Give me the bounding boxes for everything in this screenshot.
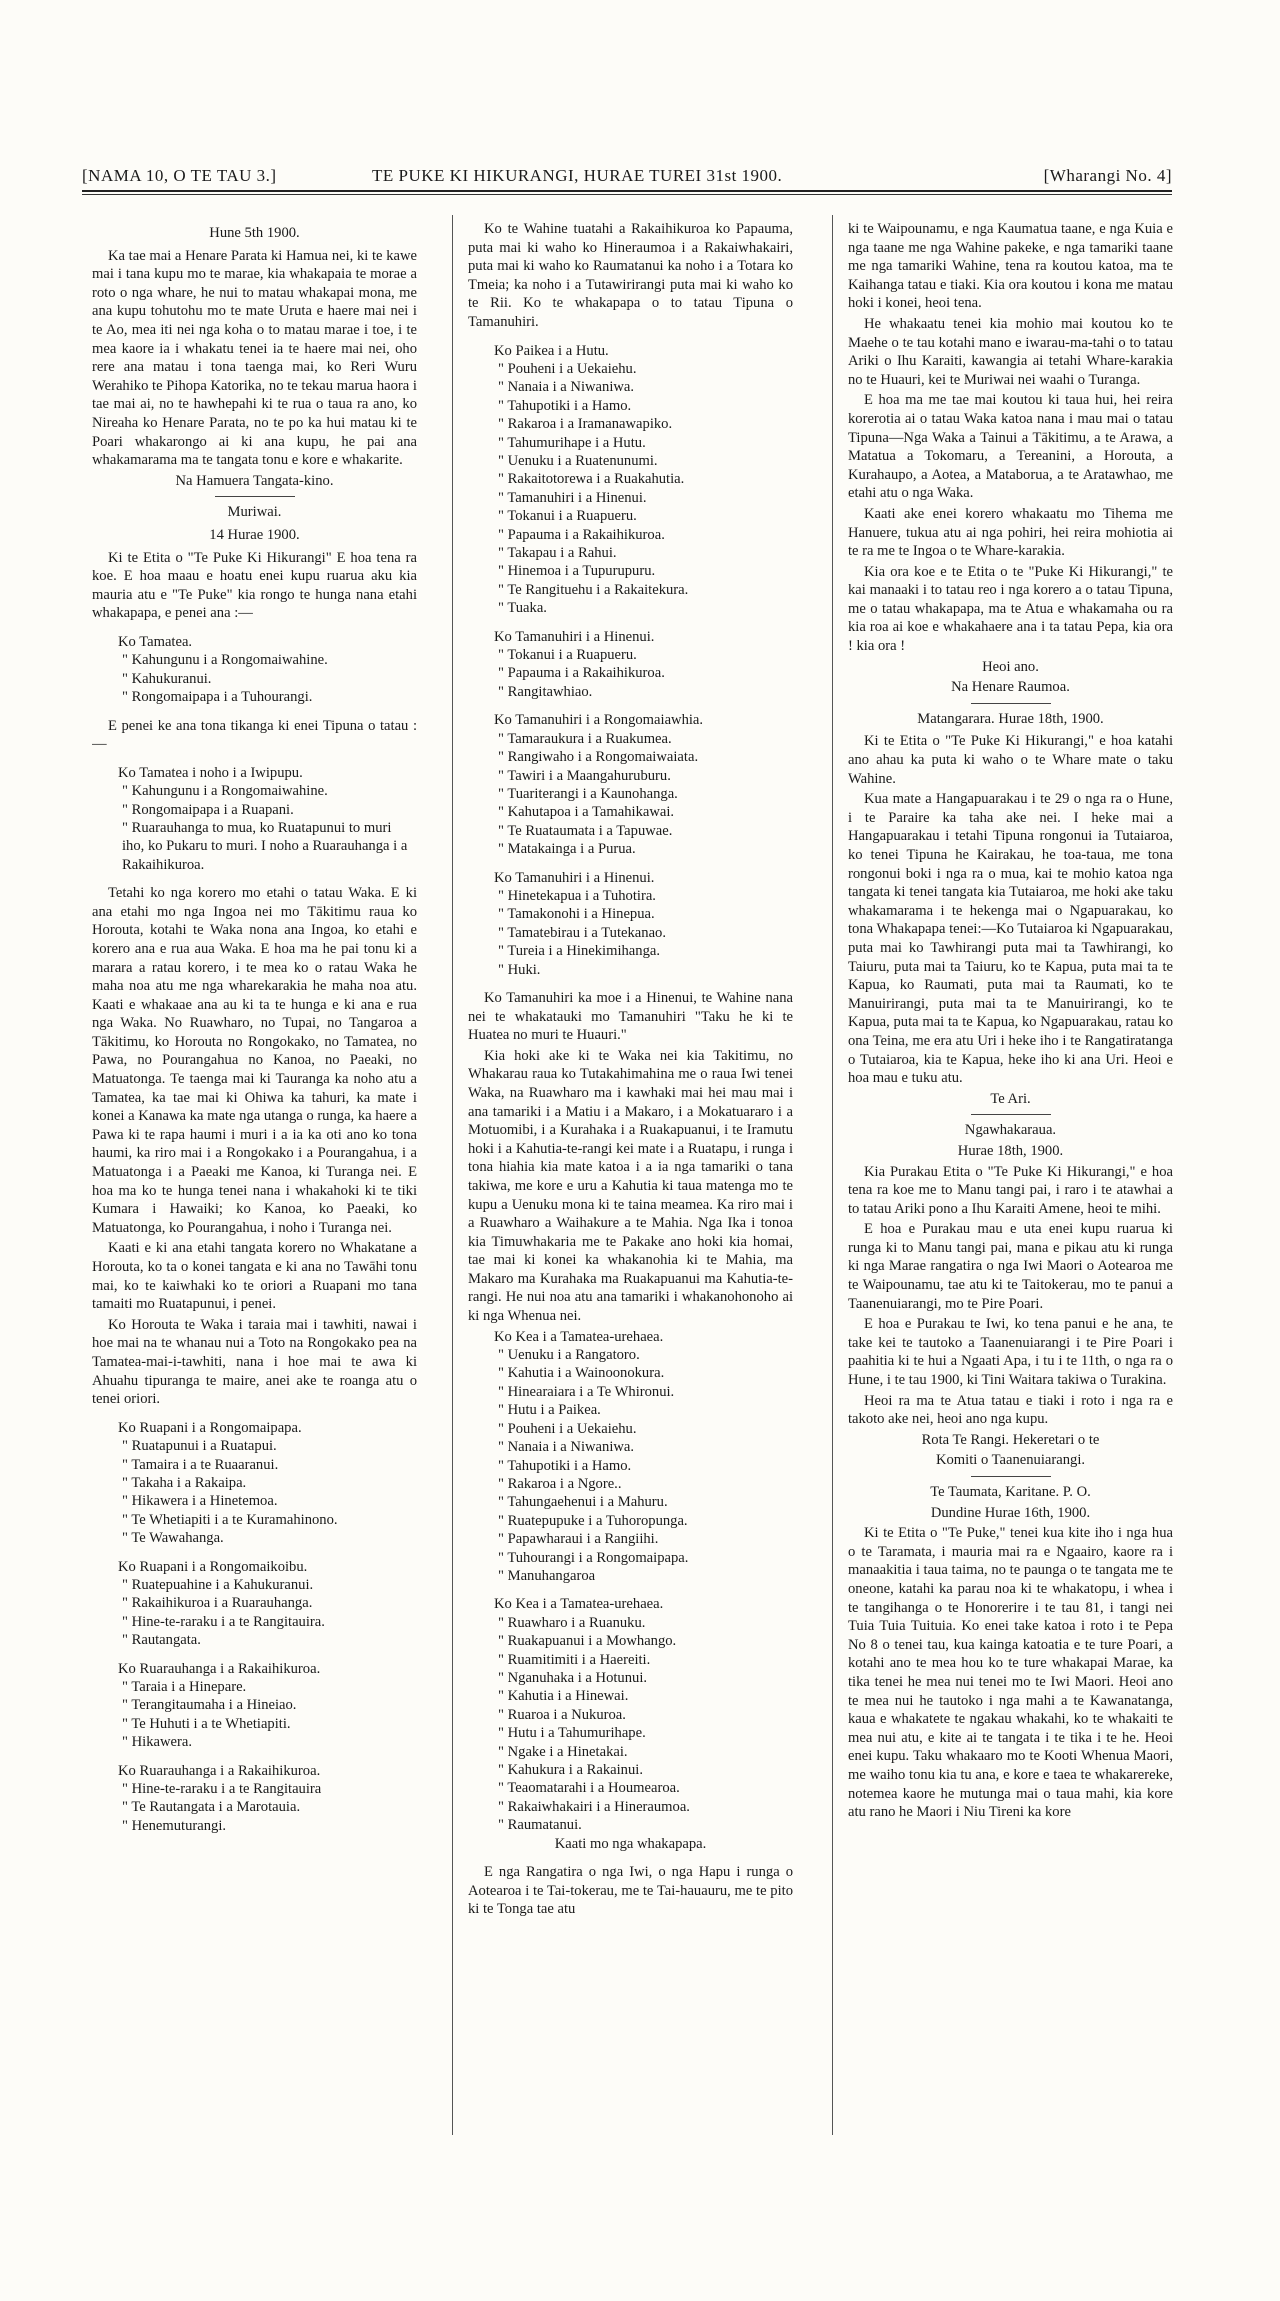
list-item: Ko Ruarauhanga i a Rakaihikuroa. [118,1762,321,1779]
paragraph: Ko Tamanuhiri ka moe i a Hinenui, te Wahine nana nei te whakatauki mo Tamanuhiri "Taku he ki te Huatea no muri te Huauri." [468,989,793,1044]
column-divider [452,215,453,2135]
list-item: " Tahupotiki i a Hamo. [498,1457,632,1474]
list-item: Ko Tamatea. [118,633,193,650]
paragraph: Ki te Etita o "Te Puke Ki Hikurangi," e hoa katahi ano ahau ka puta ki waho o te Whare mate o taku Wahine. [848,733,1173,787]
list-item: " Teaomatarahi i a Houmearoa. [498,1780,680,1797]
paragraph: Kua mate a Hangapuarakau i te 29 o nga ra o Hune, i te Paraire ka taha ake nei. I heke mai a Hangapuarakau i tetahi Tipuna rongonui ia Tutaiaroa, ko tenei Tipuna he Kairakau, he toa-taua, me tona rongonui boki i nga ra o mua, kai te mohio katoa nga tangata ki tenei tangata kia Tutaiaroa, me hoki ake taku whakamarama i te hekenga mai o Ngapuarakau, ko tona Whakapapa tenei:—Ko Tutaiaroa ki Ngapuarakau, puta mai ko Tawhirangi puta mai ta Tawhirangi, ko Taiuru, puta mai ta Taiuru, ko te Kapua, puta mai ta te Kapua, ko Raumati, puta mai ta Raumati, ko te Manuirirangi, puta mai ta te Manuirirangi, ko te Kapua, puta mai ta te Kapua, ko Ngapuarakau, ratau ko ona Teina, me era atu Uri i heke iho i te Rangatiratanga o Tutaiaroa, kia te Kapua, heke iho ki ana Uri. Heoi e hoa mau e tuku atu. [848,791,1173,1087]
paragraph: Ko Horouta te Waka i taraia mai i tawhiti, nawai i hoe mai na te whanau nui a Toto na Rongokako pea na Tamatea-mai-i-tawhiti, nana i hoe mai te awa ki Ahuahu tipuranga te maire, anei ake te roanga atu o tenei oriori. [92,1316,417,1408]
paragraph: Kia Purakau Etita o "Te Puke Ki Hikurangi," e hoa tena ra koe me to Manu tangi pai, i raro i te atawhai a to tatau Ariki pono a Ihu Karaiti Amene, heoi te mihi. [848,1163,1173,1217]
letter-date: Hurae 18th, 1900. [957,1142,1064,1159]
genealogy-list [494,1595,793,1853]
list-item: " Te Huhuti i a te Whetiapiti. [122,1715,291,1732]
letter-closing: Heoi ano. [982,658,1039,675]
paragraph: Kia hoki ake ki te Waka nei kia Takitimu, no Whakarau raua ko Tutakahimahina me o raua Iwi tenei Waka, na Ruawharo ma i kawhaki mai hei mau mai i ana tamariki i a Matiu i a Makaro, i a Mokatuararo i a Motuomibi, i a Kurahaka i a Ruakapuanui, i te Iramutu hoki i a Kahutia-te-rangi kei mate i a Ruatapu, i runga i tona hiahia kia mate katoa i a ia nga tamariki o tana takiwa, me kore e uru a Kahutia ki taua matenga mo te kupu a Uenuku mona ki te taina meamea. Ka riro mai i a Ruawharo a Waihakure a te Mahia. Nga Ika i tonoa kia Timuwhakaria me te Pakake ano hoki kia homai, tae mai ki konei ka whakanohia ki te Mahia, ma Makaro ma Kurahaka ma Ruakapuanui ma Kahutia-te-rangi. He nui noa atu ana tamariki i whakanohonoho ai ki nga Whenua nei. [468,1047,793,1325]
list-item: " Rautangata. [122,1632,201,1649]
header-rule-thin [82,194,1172,195]
list-item: " Kahukura i a Rakainui. [498,1762,643,1778]
list-item: " Rongomaipapa i a Ruapani. [122,801,294,818]
list-item: " Ruatapunui i a Ruatapui. [122,1438,277,1455]
list-item: " Hinemoa i a Tupurupuru. [498,563,656,580]
list-item: " Nanaia i a Niwaniwa. [498,379,635,396]
genealogy-list [494,711,793,858]
list-item: " Tawiri i a Maangahuruburu. [498,767,671,784]
masthead-title: TE PUKE KI HIKURANGI, HURAE TUREI 31st 1900. [372,166,783,185]
list-item: " Nganuhaka i a Hotunui. [498,1669,648,1686]
list-item: " Papauma i a Rakaihikuroa. [498,526,665,543]
page-number: [Wharangi No. 4] [1043,166,1172,185]
list-item: " Te Ruataumata i a Tapuwae. [498,822,673,839]
genealogy-list [494,869,793,979]
list-item: " Tamakonohi i a Hinepua. [498,906,655,923]
separator [971,1476,1051,1477]
list-item: " Te Wawahanga. [122,1530,224,1547]
list-item: " Takapau i a Rahui. [498,545,617,562]
paragraph: ki te Waipounamu, e nga Kaumatua taane, e nga Kuia e nga taane me nga Wahine pakeke, e nga tamariki taane me nga tamariki Wahine, tena ra koutou katoa, ma te Kaihanga tatau e tiaki. Kia ora koutou i kona me matau hoki i konei, heoi tena. [848,221,1173,312]
list-item: " Kahungunu i a Rongomaiwahine. [122,783,328,800]
genealogy-list [494,628,793,702]
list-item: " Papawharaui i a Rangiihi. [498,1531,659,1548]
list-item: " Hinetekapua i a Tuhotira. [498,887,656,904]
genealogy-list [118,1419,417,1548]
list-item: " Tokanui i a Ruapueru. [498,508,637,525]
letter-signature: Na Hamuera Tangata-kino. [175,472,334,489]
list-item: " Ngake i a Hinetakai. [498,1743,628,1760]
list-item: " Nanaia i a Niwaniwa. [498,1439,635,1456]
list-item: " Tamatebirau i a Tutekanao. [498,924,666,941]
separator [971,1114,1051,1115]
list-item: " Tuhourangi i a Rongomaipapa. [498,1549,689,1566]
paragraph: Ko te Wahine tuatahi a Rakaihikuroa ko Papauma, puta mai ki waho ko Hineraumoa i a Rakaiwhakairi, puta mai ki waho ko Raumatanui ka noho i a Totara ko Tmeia; ka noho i a Tutawirirangi puta mai ki waho ko te Rii. Ko te whakapapa o to tatau Tipuna o Tamanuhiri. [468,221,793,330]
header-rule [82,190,1172,192]
list-item: " Ruaroa i a Nukuroa. [498,1706,626,1723]
letter-place: Muriwai. [227,504,282,521]
letter-place: Ngawhakaraua. [964,1122,1057,1139]
letter-dateline: Matangarara. Hurae 18th, 1900. [917,710,1104,727]
list-item: " Pouheni i a Uekaiehu. [498,1420,637,1437]
list-item: " Manuhangaroa [498,1567,596,1584]
paragraph: E penei ke ana tona tikanga ki enei Tipuna o tatau :— [92,717,417,753]
column-2 [468,220,793,2150]
list-item: " Tuariterangi i a Kaunohanga. [498,785,678,802]
list-item: " Rakaroa i a Ngore.. [498,1475,622,1492]
letter-place: Te Taumata, Karitane. P. O. [930,1484,1091,1500]
list-item: " Kahutapoa i a Tamahikawai. [498,804,675,821]
list-item: " Hinearaiara i a Te Whironui. [498,1383,675,1400]
list-item: Ko Kea i a Tamatea-urehaea. [494,1328,664,1345]
paragraph: E hoa ma me tae mai koutou ki taua hui, hei reira korerotia ai o tatau Waka katoa nana i mau mai o tatau Tipuna—Nga Waka a Tainui a Tākitimu, a te Arawa, a Matatua a Tokomaru, a Tereanini, a Horouta, a Kurahaupo, a Aotea, a Mataborua, a te Aratawhao, me etahi atu o nga Waka. [848,392,1173,502]
list-item: " Matakainga i a Purua. [498,841,636,858]
paragraph: Kaati e ki ana etahi tangata korero no Whakatane a Horouta, ko ta o konei tangata e ki ana no Tawāhi tonu mai, ko te kaiwhaki ko te oriori a Ruapani mo tana tamaiti mo Ruatapunui, i penei. [92,1240,417,1313]
list-item: " Rakaiwhakairi i a Hineraumoa. [498,1798,690,1815]
paragraph: Heoi ra ma te Atua tatau e tiaki i roto i nga ra e takoto ake nei, heoi ano nga kupu. [848,1392,1173,1428]
separator [215,496,295,497]
column-3 [848,220,1173,2150]
list-item: " Ruatepuahine i a Kahukuranui. [122,1577,314,1593]
genealogy-list [118,764,417,874]
letter-signature: Te Ari. [990,1090,1031,1107]
letter-signature: Na Henare Raumoa. [951,679,1070,696]
list-item: " Te Rautangata i a Marotauia. [122,1799,301,1816]
list-item: " Kahungunu i a Rongomaiwahine. [122,652,328,669]
list-item: " Takaha i a Rakaipa. [122,1474,247,1491]
list-item: " Raumatanui. [498,1817,582,1834]
list-item: " Tamanuhiri i a Hinenui. [498,489,647,506]
separator [971,703,1051,704]
genealogy-list [118,1762,417,1836]
list-item: Ko Ruapani i a Rongomaipapa. [118,1419,302,1436]
list-closing: Kaati mo nga whakapapa. [554,1835,707,1852]
list-item: " Hikawera. [122,1734,192,1751]
list-item: " Hine-te-raraku i a te Rangitauira. [122,1613,325,1630]
column-divider [832,215,833,2135]
genealogy-list [118,1660,417,1752]
list-item: Ko Tamanuhiri i a Hinenui. [494,869,655,886]
page-header [82,166,1172,188]
list-item: " Ruamitimiti i a Haereiti. [498,1651,651,1668]
list-item: " Ruarauhanga to mua, ko Ruatapunui to muri iho, ko Pukaru to muri. I noho a Ruarauhanga i a Rakaihikuroa. [122,819,408,873]
list-item: " Rongomaipapa i a Tuhourangi. [122,689,313,706]
letter-date: Dundine Hurae 16th, 1900. [930,1504,1091,1521]
list-item: " Rakaroa i a Iramanawapiko. [498,416,673,433]
list-item: " Tahupotiki i a Hamo. [498,397,632,414]
list-item: Ko Ruarauhanga i a Rakaihikuroa. [118,1660,321,1677]
list-item: " Kahukuranui. [122,670,212,687]
letter-body: Ka tae mai a Henare Parata ki Hamua nei, ki te kawe mai i tana kupu mo te marae, kia whakapaia te morae a roto o nga whare, he nui to matau whakapai mona, me ana kupu tohutohu mo te mate Uruta e haere mai nei i te Ao, mea iti nei nga koha o to matau marae i toe, i te mea kaore ia i whakatu tenei ia te haere mai nei, oho rere ana matau i tona taenga mai, ko Reri Wuru Werahiko te Pihopa Katorika, no te tekau marua haora i tae mai ai, no te hawhepahi ki te rua o taua ra ano, ko Nireaha ko Henare Parata, no te po ka hui matau ki te Poari whakarongo ai ki ana kupu, he pai ana whakamarama ma te tangata tonu e kore e whakarite. [92,247,417,469]
list-item: " Rangiwaho i a Rongomaiwaiata. [498,749,699,766]
issue-number: [NAMA 10, O TE TAU 3.] [82,166,277,185]
column-1 [92,220,417,2150]
list-item: " Te Whetiapiti i a te Kuramahinono. [122,1511,338,1528]
paragraph: Ki te Etita o "Te Puke," tenei kua kite iho i nga hua o te Taramata, i mauria mai ra e Ngaairo, kaore ra i manaakitia i taua taima, no te paunga o te tangata me te oneone, katahi ka parau noa ki te whakatopu, i whea i te tangihanga o te Honorerire i te tau 81, i tangi nei Tuia Tuia Tuituia. Ko enei take katoa i roto i te Pepa No 8 o tenei tau, kua kainga katoatia e te ture Poari, a kotahi ano te mea hou ko te ture whakapai Marae, ka tika tenei he mea nui tenei mo te Iwi Maori. Heoi ano te mea nui he tautoko i nga mahi a te Kawanatanga, kaua e whakatete te ngakau whakahi, ko te whakaiti te mea nui atu, e kite ai te tangata i te tika i te he. Heoi enei kupu. Taku whakaaro mo te Kooti Whenua Maori, me waiho tonu kia tu ana, e kore e taea te whakarereke, notemea kaore he mutunga mai o taua mahi, kia kore atu rano he Maori i Niu Tireni ka kore [848,1525,1173,1821]
list-item: " Uenuku i a Ruatenunumi. [498,453,658,469]
paragraph: Kia ora koe e te Etita o te "Puke Ki Hikurangi," te kai manaaki i to tatau reo i nga korero a o tatau Tipuna, me o tatau whakapapa, ma te Atua e whakamaha ou ra kia roa ai koe e whakahaere ana i ta tatau Pepa, kia ora ! kia ora ! [848,563,1173,655]
genealogy-list [494,342,793,618]
list-item: " Ruakapuanui i a Mowhango. [498,1633,677,1650]
list-item: " Rangitawhiao. [498,683,593,700]
list-item: " Te Rangituehu i a Rakaitekura. [498,581,689,598]
letter-date: Hune 5th 1900. [209,225,300,241]
list-item: " Hutu i a Tahumurihape. [498,1725,646,1742]
list-item: " Tuaka. [498,600,547,617]
genealogy-list [118,633,417,707]
letter-body: Ki te Etita o "Te Puke Ki Hikurangi" E hoa tena ra koe. E hoa maau e hoatu enei kupu ruarua aku kia mauria atu e "Te Puke" kia rongo te hunga nana etahi whakapapa, e penei ana :— [92,549,417,622]
list-item: " Hine-te-raraku i a te Rangitauira [122,1781,322,1798]
list-item: " Ruatepupuke i a Tuhoropunga. [498,1512,688,1529]
genealogy-list [118,1558,417,1650]
list-item: " Tahumurihape i a Hutu. [498,434,646,451]
list-item: Ko Paikea i a Hutu. [494,342,609,359]
list-item: " Hutu i a Paikea. [498,1402,601,1419]
list-item: " Henemuturangi. [122,1817,227,1834]
list-item: " Taraia i a Hinepare. [122,1679,247,1696]
list-item: " Terangitaumaha i a Hineiao. [122,1697,297,1714]
list-item: " Uenuku i a Rangatoro. [498,1347,640,1364]
paragraph: He whakaatu tenei kia mohio mai koutou ko te Maehe o te tau kotahi mano e iwarau-ma-tahi o to tatau Ariki o Ihu Karaiti, kawangia ai tetahi Whare-karakia no te Huauri, kei te Muriwai nei waahi o Turanga. [848,315,1173,388]
list-item: " Tamaira i a te Ruaaranui. [122,1456,279,1473]
list-item: " Kahutia i a Hinewai. [498,1688,629,1705]
list-item: " Pouheni i a Uekaiehu. [498,360,637,377]
paragraph: E hoa e Purakau mau e uta enei kupu ruarua ki runga ki to Manu tangi pai, mana e pikau atu ki runga ki nga Marae rangatira o nga Iwi Maori o Aotearoa me te Waipounamu, tae atu ki te Taitokerau, mo te panui a Taanenuiarangi, mo te Pire Poari. [848,1221,1173,1312]
list-item: " Huki. [498,961,541,978]
paragraph: Tetahi ko nga korero mo etahi o tatau Waka. E ki ana etahi mo nga Ingoa nei mo Tākitimu raua ko Horouta, kotahi te Waka nona ana Ingoa, ko etahi e korero ana e rua aua Waka. E hoa ma he pai tonu ki a marara a ratau korero, i te mea ko o ratau Waka he maha noa atu me nga wharekarakia he maha noa atu. Kaati e whakaae ana au ki ta te hunga e ki ana e rua nga Waka. No Ruawharo, no Tupai, no Tangaroa a Tākitimu, ko Horouta no Rongokako, no Tamatea, no Pawa, no Pourangahua no Kanoa, no Paeaki, no Matuatonga. Te taenga mai ki Tauranga ka noho atu a Tamatea, ka tae mai ki Ohiwa ka tahuri, ka mate i konei a Kanawa ka mate nga utanga o runga, ka haere a Pawa ki te rapa haumi i muri i a ia ka oti ano ko tona haumi, ka riro mai i a Rongokako i a Pourangahua, i a Matuatonga i a Paeaki me Kanoa, ki Turanga nei. E hoa ma ko te hunga tenei nana i whakahoki ki te tiki Kumara i Hawaiki; ko Kanoa, ko Paeaki, ko Matuatonga, ko Pourangahua, i noho i Turanga nei. [92,885,417,1236]
list-item: " Papauma i a Rakaihikuroa. [498,665,665,682]
paragraph: E nga Rangatira o nga Iwi, o nga Hapu i runga o Aotearoa i te Tai-tokerau, me te Tai-hauauru, me te pito ki te Tonga tae atu [468,1864,793,1918]
letter-date: 14 Hurae 1900. [209,526,300,543]
letter-signature: Rota Te Rangi. Hekeretari o te [921,1431,1100,1448]
list-item: Ko Tamanuhiri i a Hinenui. [494,628,655,645]
genealogy-list [494,1328,793,1586]
list-item: Ko Tamatea i noho i a Iwipupu. [118,764,303,781]
list-item: " Tahungaehenui i a Mahuru. [498,1494,668,1511]
list-item: Ko Ruapani i a Rongomaikoibu. [118,1558,308,1575]
list-item: Ko Tamanuhiri i a Rongomaiawhia. [494,712,704,729]
list-item: " Tokanui i a Ruapueru. [498,647,637,664]
list-item: " Hikawera i a Hinetemoa. [122,1493,278,1510]
list-item: " Rakaitotorewa i a Ruakahutia. [498,471,685,488]
list-item: Ko Kea i a Tamatea-urehaea. [494,1596,664,1613]
paragraph: E hoa e Purakau te Iwi, ko tena panui e he ana, te take kei te tautoko a Taanenuiarangi i te Pire Poari i paahitia ki te hui a Ngaati Apa, i tu i te 11th, o nga ra o Hune, i te tau 1900, ki Tini Waitara takiwa o Turakina. [848,1316,1173,1389]
list-item: " Kahutia i a Wainoonokura. [498,1365,665,1382]
list-item: " Ruawharo i a Ruanuku. [498,1614,646,1631]
list-item: " Tureia i a Hinekimihanga. [498,943,661,960]
list-item: " Rakaihikuroa i a Ruarauhanga. [122,1595,313,1612]
list-item: " Tamaraukura i a Ruakumea. [498,730,672,747]
letter-signature: Komiti o Taanenuiarangi. [935,1452,1086,1469]
paragraph: Kaati ake enei korero whakaatu mo Tihema me Hanuere, tukua atu ai nga pohiri, hei reira mohiotia ai te ra me te Ingoa o te Whare-karakia. [848,505,1173,560]
